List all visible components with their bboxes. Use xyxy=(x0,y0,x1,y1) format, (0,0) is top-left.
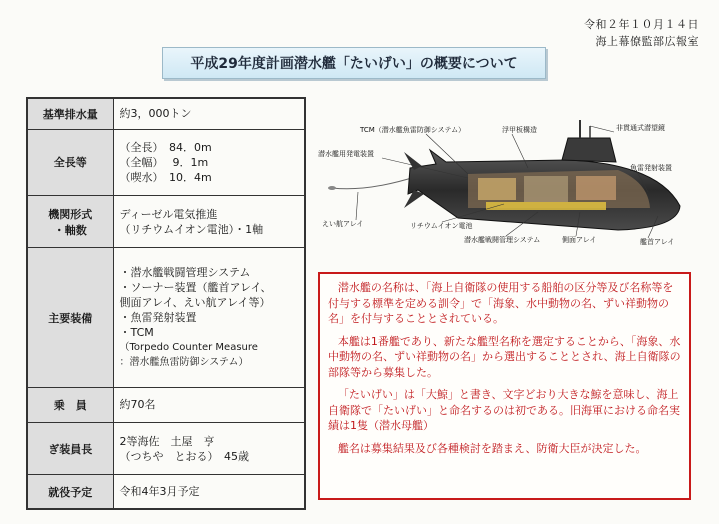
spec-row-crew xyxy=(27,387,305,422)
spec-value: （全長） 84．0m （全幅） 9．1m （喫水） 10．4m xyxy=(113,129,305,196)
label-towed-array: えい航アレイ xyxy=(322,220,364,228)
spec-label: 基準排水量 xyxy=(27,98,113,129)
towed-array-icon xyxy=(328,186,336,190)
spec-row-captain xyxy=(27,423,305,475)
label-side-array: 側面アレイ xyxy=(562,236,597,244)
label-generator: 潜水艦用発電装置 xyxy=(318,150,374,158)
spec-value: 約3，000トン xyxy=(113,98,305,129)
notice-paragraph: 潜水艦の名称は、「海上自衛隊の使用する船舶の区分等及び名称等を付与する標準を定める訓令」で「海象、水中動物の名、ずい祥動物の名」を付与することとされている。 xyxy=(328,281,674,325)
spec-value: ・潜水艦戦闘管理システム ・ソーナー装置（艦首アレイ、 側面アレイ、えい航アレイ等） ・魚雷発射装置 ・TCM （Torpedo Counter Measure ：潜水艦魚雷防御システム） xyxy=(113,248,305,387)
spec-label: 主要装備 xyxy=(27,248,113,387)
spec-table xyxy=(26,97,306,510)
spec-label: ぎ装員長 xyxy=(27,423,113,475)
spec-value: 約70名 xyxy=(113,387,305,422)
label-float-deck: 浮甲板構造 xyxy=(502,126,537,134)
spec-row-commission xyxy=(27,475,305,509)
towed-array-cable xyxy=(332,176,418,189)
label-torpedo-tubes: 魚雷発射装置 xyxy=(630,164,672,172)
header-organization: 海上幕僚監部広報室 xyxy=(595,35,699,48)
spec-row-dimensions xyxy=(27,129,305,196)
notice-paragraph: 「たいげい」は「大鯨」と書き、文字どおり大きな鯨を意味し、海上自衛隊で「たいげい」と命名するのは初である。旧海軍における命名実績は1隻（潜水母艦） xyxy=(328,388,680,432)
spec-row-equipment xyxy=(27,248,305,387)
label-battery: リチウムイオン電池 xyxy=(410,222,473,230)
spec-value: 令和4年3月予定 xyxy=(113,475,305,509)
notice-paragraph: 艦名は募集結果及び各種検討を踏まえ、防衛大臣が決定した。 xyxy=(337,441,647,455)
label-periscope: 非貫通式潜望鏡 xyxy=(616,124,665,132)
notice-paragraph: 本艦は1番艦であり、新たな艦型名称を選定することから、「海象、水中動物の名、ずい祥動物の名」から選出することとされ、海上自衛隊の部隊等から募集した。 xyxy=(328,334,681,379)
spec-row-displacement xyxy=(27,98,305,129)
spec-label: 機関形式 ・軸数 xyxy=(27,196,113,248)
header-date: 令和２年１０月１４日 xyxy=(584,18,699,31)
label-combat-system: 潜水艦戦闘管理システム xyxy=(464,236,541,244)
sail xyxy=(562,138,616,162)
spec-row-propulsion xyxy=(27,196,305,248)
label-tcm: TCM（潜水艦魚雷防御システム） xyxy=(360,126,466,134)
spec-value: ディーゼル電気推進 （リチウムイオン電池）・1軸 xyxy=(113,196,305,248)
submarine-diagram xyxy=(318,112,698,260)
spec-label: 就役予定 xyxy=(27,475,113,509)
spec-value: 2等海佐 土屋 亨 （つちや とおる） 45歳 xyxy=(113,423,305,475)
page-title: 平成29年度計画潜水艦「たいげい」の概要について xyxy=(162,47,546,79)
naming-notice-box xyxy=(318,272,691,500)
spec-label: 乗 員 xyxy=(27,387,113,422)
spec-label: 全長等 xyxy=(27,129,113,196)
label-bow-array: 艦首アレイ xyxy=(640,238,675,246)
